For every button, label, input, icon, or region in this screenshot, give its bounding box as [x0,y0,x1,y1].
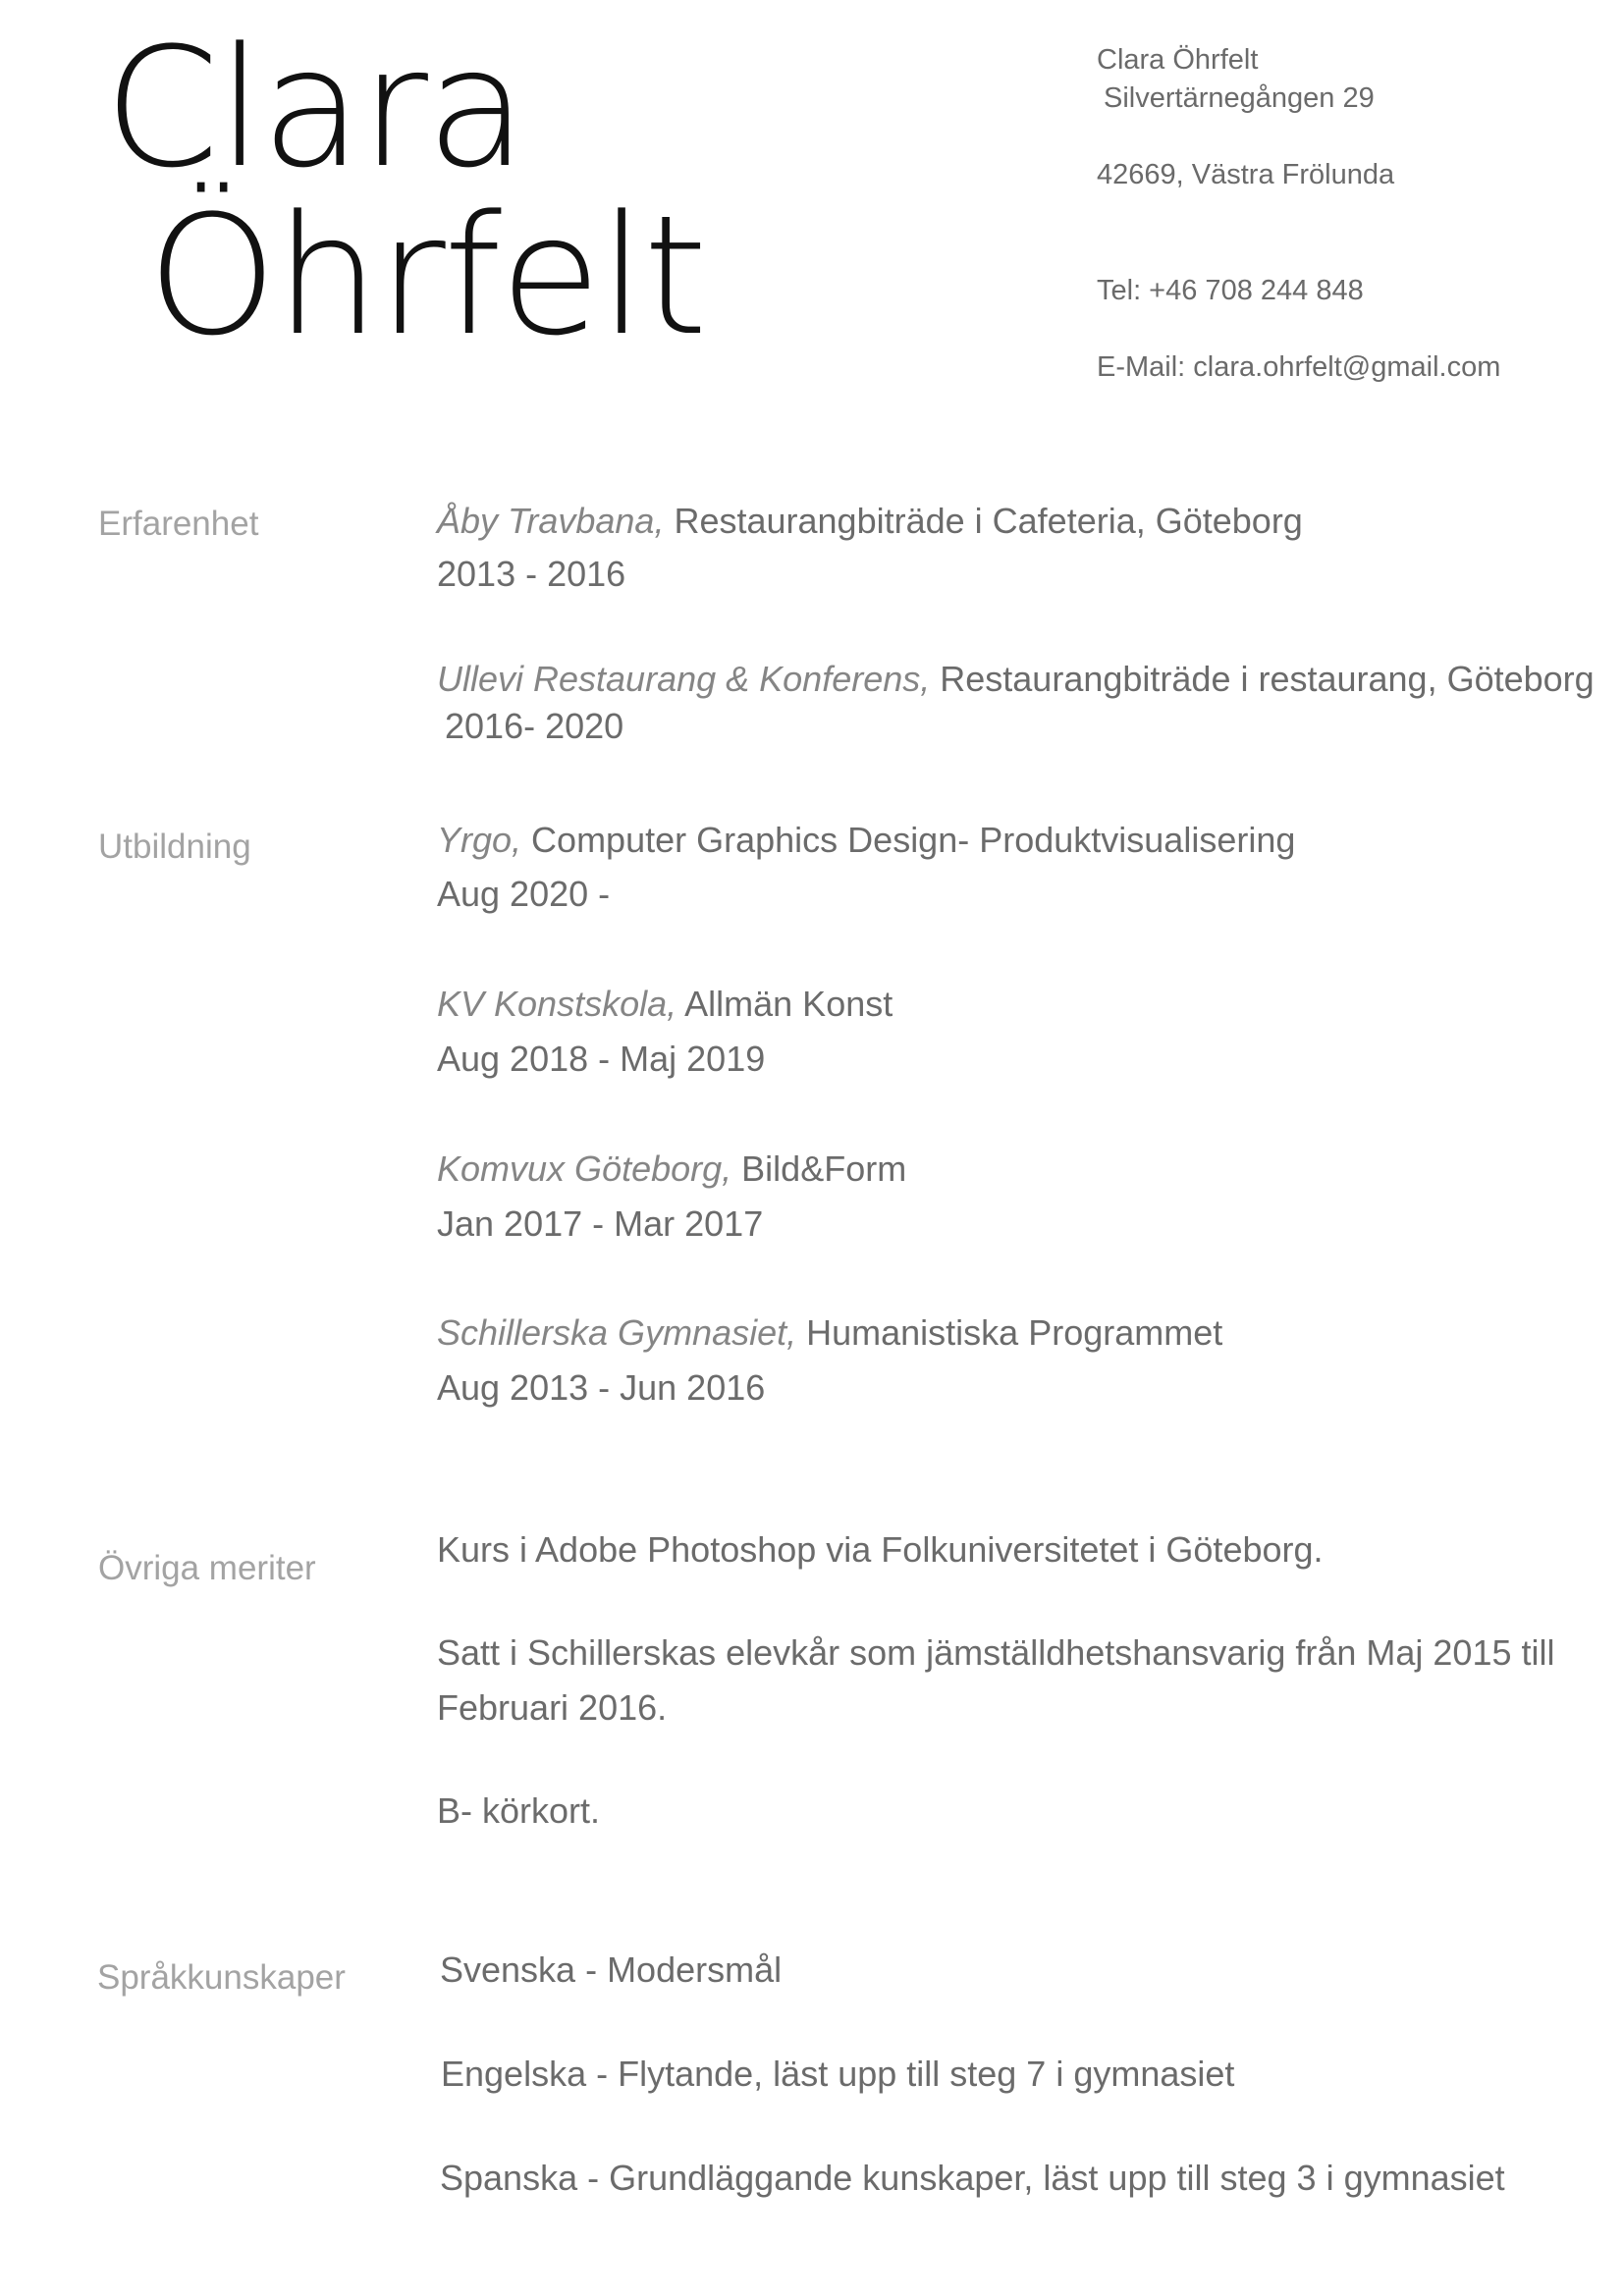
contact-email: E-Mail: clara.ohrfelt@gmail.com [1097,351,1501,383]
education-place: Yrgo, [437,820,522,860]
experience-period: 2016- 2020 [445,706,624,746]
experience-place: Åby Travbana, [437,501,665,541]
education-period: Aug 2020 - [437,874,611,914]
language-line: Svenska - Modersmål [440,1949,783,1990]
merit-line: Kurs i Adobe Photoshop via Folkuniversitetet i Göteborg. [437,1529,1324,1570]
education-entry-title [437,820,1296,860]
merit-line: B- körkort. [437,1790,601,1831]
experience-role: Restaurangbiträde i restaurang, Göteborg [930,659,1595,699]
last-name-heading: Öhrfelt [147,180,706,372]
experience-role: Restaurangbiträde i Cafeteria, Göteborg [664,501,1303,541]
education-period: Aug 2018 - Maj 2019 [437,1039,766,1079]
education-role: Allmän Konst [676,984,893,1024]
experience-entry-title [437,501,1303,541]
education-role: Computer Graphics Design- Produktvisualisering [521,820,1296,860]
education-role: Bild&Form [731,1148,907,1189]
section-label-merits: Övriga meriter [98,1549,316,1587]
section-label-education: Utbildning [98,828,251,866]
experience-place: Ullevi Restaurang & Konferens, [437,659,931,699]
language-line: Engelska - Flytande, läst upp till steg 7 i gymnasiet [441,2054,1235,2094]
education-place: KV Konstskola, [437,984,677,1024]
education-period: Jan 2017 - Mar 2017 [437,1203,764,1244]
contact-phone: Tel: +46 708 244 848 [1097,275,1364,306]
section-label-languages: Språkkunskaper [97,1958,346,1997]
education-entry-title [437,984,893,1024]
merit-line: Februari 2016. [437,1687,668,1728]
merit-line: Satt i Schillerskas elevkår som jämställdhetshansvarig från Maj 2015 till [437,1632,1555,1673]
education-entry-title [437,1312,1223,1353]
education-entry-title [437,1148,907,1189]
experience-period: 2013 - 2016 [437,554,626,594]
contact-name: Clara Öhrfelt [1097,44,1259,76]
education-period: Aug 2013 - Jun 2016 [437,1367,766,1408]
section-label-experience: Erfarenhet [98,505,259,543]
experience-entry-title [437,659,1595,699]
language-line: Spanska - Grundläggande kunskaper, läst upp till steg 3 i gymnasiet [440,2158,1505,2198]
education-role: Humanistiska Programmet [796,1312,1223,1353]
contact-street: Silvertärnegången 29 [1104,82,1375,114]
education-place: Komvux Göteborg, [437,1148,732,1189]
education-place: Schillerska Gymnasiet, [437,1312,797,1353]
first-name-heading: Clara [104,12,525,204]
contact-city: 42669, Västra Frölunda [1097,159,1395,190]
